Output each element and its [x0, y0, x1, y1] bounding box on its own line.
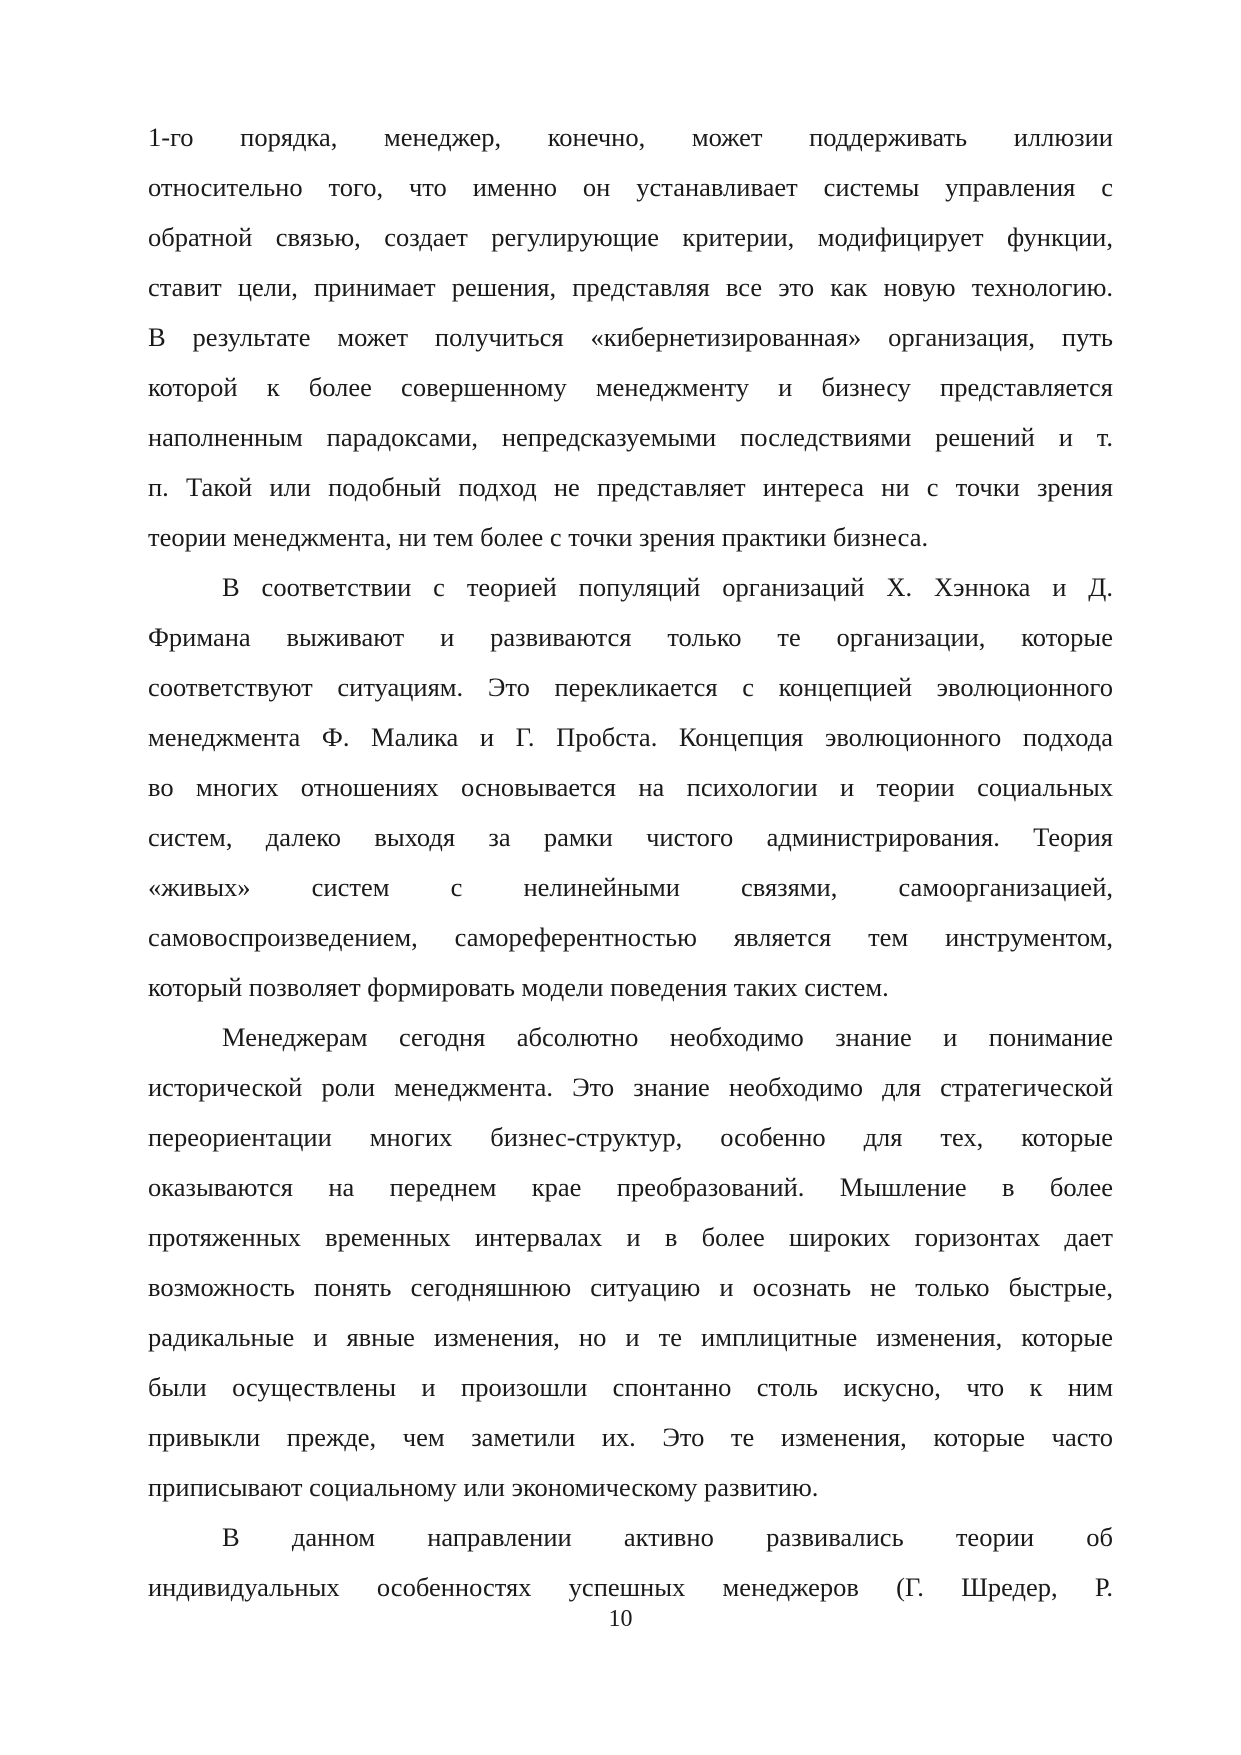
text-line: теории менеджмента, ни тем более с точки зрения практики бизнеса.: [148, 522, 929, 552]
text-line: «живых» систем с нелинейными связями, самоорганизацией,: [148, 872, 1113, 902]
text-line: во многих отношениях основывается на психологии и теории социальных: [148, 772, 1113, 802]
text-line: были осуществлены и произошли спонтанно столь искусно, что к ним: [148, 1372, 1113, 1402]
text-line: ставит цели, принимает решения, представляя все это как новую технологию.: [148, 272, 1113, 302]
text-line: обратной связью, создает регулирующие критерии, модифицирует функции,: [148, 222, 1113, 252]
text-line: п. Такой или подобный подход не представляет интереса ни с точки зрения: [148, 472, 1113, 502]
text-line: Фримана выживают и развиваются только те организации, которые: [148, 622, 1113, 652]
text-line: который позволяет формировать модели поведения таких систем.: [148, 972, 889, 1002]
text-line: Менеджерам сегодня абсолютно необходимо знание и понимание: [222, 1022, 1113, 1052]
paragraph: [148, 1512, 1113, 1612]
text-line: систем, далеко выходя за рамки чистого администрирования. Теория: [148, 822, 1113, 852]
body-text: [148, 112, 1113, 1612]
text-line: переориентации многих бизнес-структур, особенно для тех, которые: [148, 1122, 1113, 1152]
text-line: В соответствии с теорией популяций организаций Х. Хэннока и Д.: [222, 572, 1113, 602]
text-line: оказываются на переднем крае преобразований. Мышление в более: [148, 1172, 1113, 1202]
text-line: исторической роли менеджмента. Это знание необходимо для стратегической: [148, 1072, 1113, 1102]
text-line: менеджмента Ф. Малика и Г. Пробста. Концепция эволюционного подхода: [148, 722, 1113, 752]
paragraph: [148, 562, 1113, 1012]
text-line: радикальные и явные изменения, но и те имплицитные изменения, которые: [148, 1322, 1113, 1352]
text-line: наполненным парадоксами, непредсказуемыми последствиями решений и т.: [148, 422, 1113, 452]
text-line: В данном направлении активно развивались теории об: [222, 1522, 1113, 1552]
text-line: которой к более совершенному менеджменту и бизнесу представляется: [148, 372, 1113, 402]
page-number: 10: [608, 1606, 633, 1632]
text-line: В результате может получиться «кибернетизированная» организация, путь: [148, 322, 1113, 352]
text-line: приписывают социальному или экономическому развитию.: [148, 1472, 819, 1502]
text-line: протяженных временных интервалах и в более широких горизонтах дает: [148, 1222, 1113, 1252]
text-line: относительно того, что именно он устанавливает системы управления с: [148, 172, 1113, 202]
text-line: 1-го порядка, менеджер, конечно, может поддерживать иллюзии: [148, 122, 1113, 152]
paragraph: [148, 112, 1113, 562]
text-line: самовоспроизведением, самореферентностью является тем инструментом,: [148, 922, 1113, 952]
text-line: привыкли прежде, чем заметили их. Это те изменения, которые часто: [148, 1422, 1113, 1452]
text-line: возможность понять сегодняшнюю ситуацию и осознать не только быстрые,: [148, 1272, 1113, 1302]
paragraph: [148, 1012, 1113, 1512]
text-line: соответствуют ситуациям. Это перекликается с концепцией эволюционного: [148, 672, 1113, 702]
text-line: индивидуальных особенностях успешных менеджеров (Г. Шредер, Р.: [148, 1572, 1113, 1602]
